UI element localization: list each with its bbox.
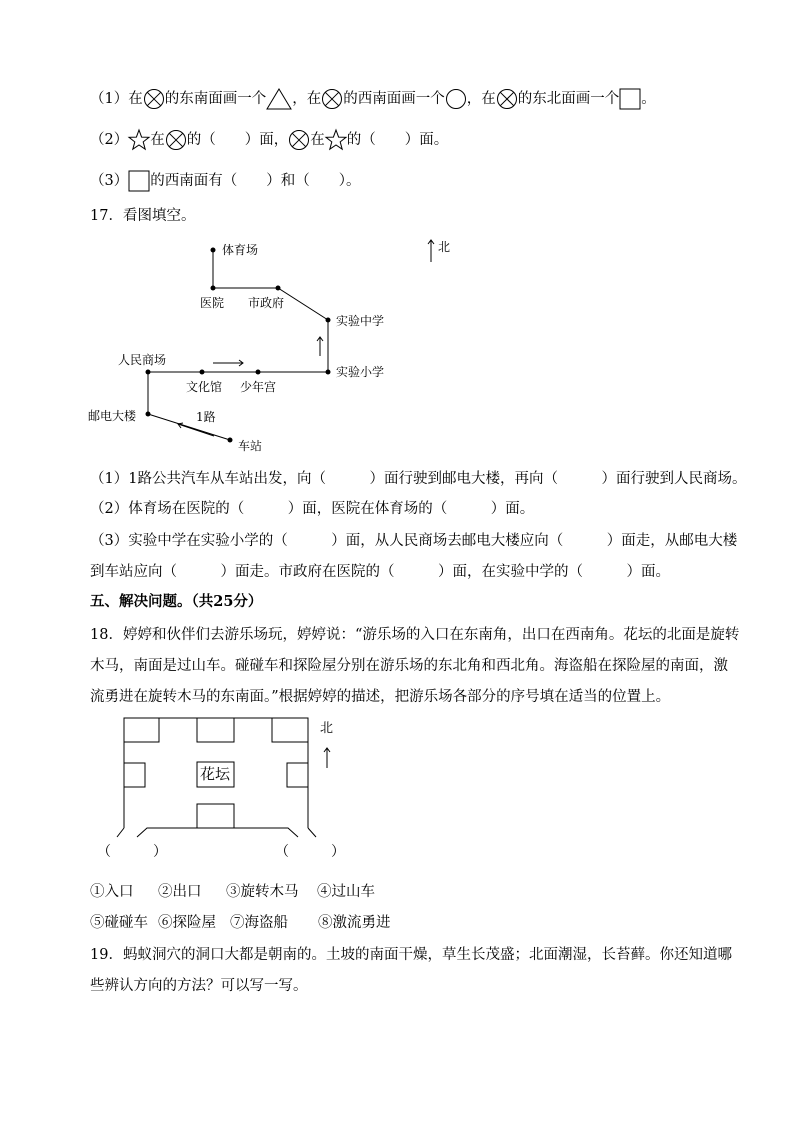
q18-options-row1 xyxy=(90,882,375,902)
box-northwest xyxy=(124,718,159,742)
option-6: ⑥探险屋 xyxy=(158,915,216,931)
label-route1: 1路 xyxy=(196,410,216,424)
q16-l1-p4: 的西南面画一个 xyxy=(343,91,445,107)
box-west xyxy=(124,763,145,787)
label-garden: 花坛 xyxy=(200,765,231,783)
q17-question-3-cont: 到车站应向（ ）面走。市政府在医院的（ ）面，在实验中学的（ ）面。 xyxy=(90,564,670,580)
q16-l2-p4: 在 xyxy=(310,132,325,148)
label-culture: 文化馆 xyxy=(186,380,223,394)
section5-title: 五、解决问题。（共25分） xyxy=(90,593,263,610)
box-south xyxy=(197,804,234,828)
option-4: ④过山车 xyxy=(317,884,375,900)
q16-l1-p1: （1）在 xyxy=(90,91,143,107)
q18-text-3: 流勇进在旋转木马的东南面。”根据婷婷的描述，把游乐场各部分的序号填在适当的位置上。 xyxy=(90,689,671,705)
box-northeast xyxy=(272,718,308,742)
park-exit-left xyxy=(117,828,124,837)
q16-l2-p3: 的（ ）面， xyxy=(186,132,289,148)
label-north-17: 北 xyxy=(438,240,451,254)
option-3: ③旋转木马 xyxy=(226,884,299,900)
q19-text-2: 些辨认方向的方法？可以写一写。 xyxy=(90,978,308,994)
park-entrance-right xyxy=(308,828,316,837)
q16-l2-p2: 在 xyxy=(150,132,165,148)
q18-text-2: 木马，南面是过山车。碰碰车和探险屋分别在游乐场的东北角和西北角。海盗船在探险屋的南面，激 xyxy=(90,658,728,674)
q16-l1-p7: 。 xyxy=(641,91,656,107)
label-middleschool: 实验中学 xyxy=(336,314,385,328)
label-station: 车站 xyxy=(238,439,263,453)
blank-left: （ ） xyxy=(97,844,167,860)
option-1: ①入口 xyxy=(90,884,134,900)
q17-question-1: （1）1路公共汽车从车站出发，向（ ）面行驶到邮电大楼，再向（ ）面行驶到人民商场。 xyxy=(90,471,747,487)
q17-question-3: （3）实验中学在实验小学的（ ）面，从人民商场去邮电大楼应向（ ）面走，从邮电大楼 xyxy=(90,533,738,549)
label-post: 邮电大楼 xyxy=(88,409,137,423)
q16-l3-p1: （3） xyxy=(90,173,129,189)
label-primaryschool: 实验小学 xyxy=(336,365,385,379)
option-7: ⑦海盗船 xyxy=(230,915,288,931)
q17-title: 17．看图填空。 xyxy=(90,208,196,224)
label-hospital: 医院 xyxy=(200,296,225,310)
blank-right: （ ） xyxy=(275,844,345,860)
label-mall: 人民商场 xyxy=(118,353,167,367)
label-north-18: 北 xyxy=(320,721,334,736)
q16-l2-p1: （2） xyxy=(90,132,129,148)
q16-l1-p2: 的东南面画一个 xyxy=(164,91,267,107)
label-youth: 少年宫 xyxy=(240,380,277,394)
label-stadium: 体育场 xyxy=(222,243,259,257)
q16-l3-p2: 的西南面有（ ）和（ ）。 xyxy=(150,173,361,189)
q18-options-row2 xyxy=(90,913,391,933)
box-north xyxy=(197,718,234,742)
q19-text-1: 19．蚂蚁洞穴的洞口大都是朝南的。土坡的南面干燥，草生长茂盛；北面潮湿，长苔藓。你还知道哪 xyxy=(90,947,732,963)
q17-question-2: （2）体育场在医院的（ ）面，医院在体育场的（ ）面。 xyxy=(90,501,535,517)
q16-l1-p5: ，在 xyxy=(466,91,496,107)
park-inner-south xyxy=(137,828,298,837)
q18-text-1: 18．婷婷和伙伴们去游乐场玩，婷婷说：“游乐场的入口在东南角，出口在西南角。花坛的北面是旋转 xyxy=(90,627,740,643)
q16-l1-p3: ，在 xyxy=(292,91,322,107)
q16-l2-p5: 的（ ）面。 xyxy=(346,132,449,148)
label-cityhall: 市政府 xyxy=(248,296,285,310)
option-2: ②出口 xyxy=(158,884,202,900)
q16-l1-p6: 的东北面画一个 xyxy=(517,91,620,107)
option-5: ⑤碰碰车 xyxy=(90,915,148,931)
option-8: ⑧激流勇进 xyxy=(318,915,391,931)
box-east xyxy=(287,763,308,787)
